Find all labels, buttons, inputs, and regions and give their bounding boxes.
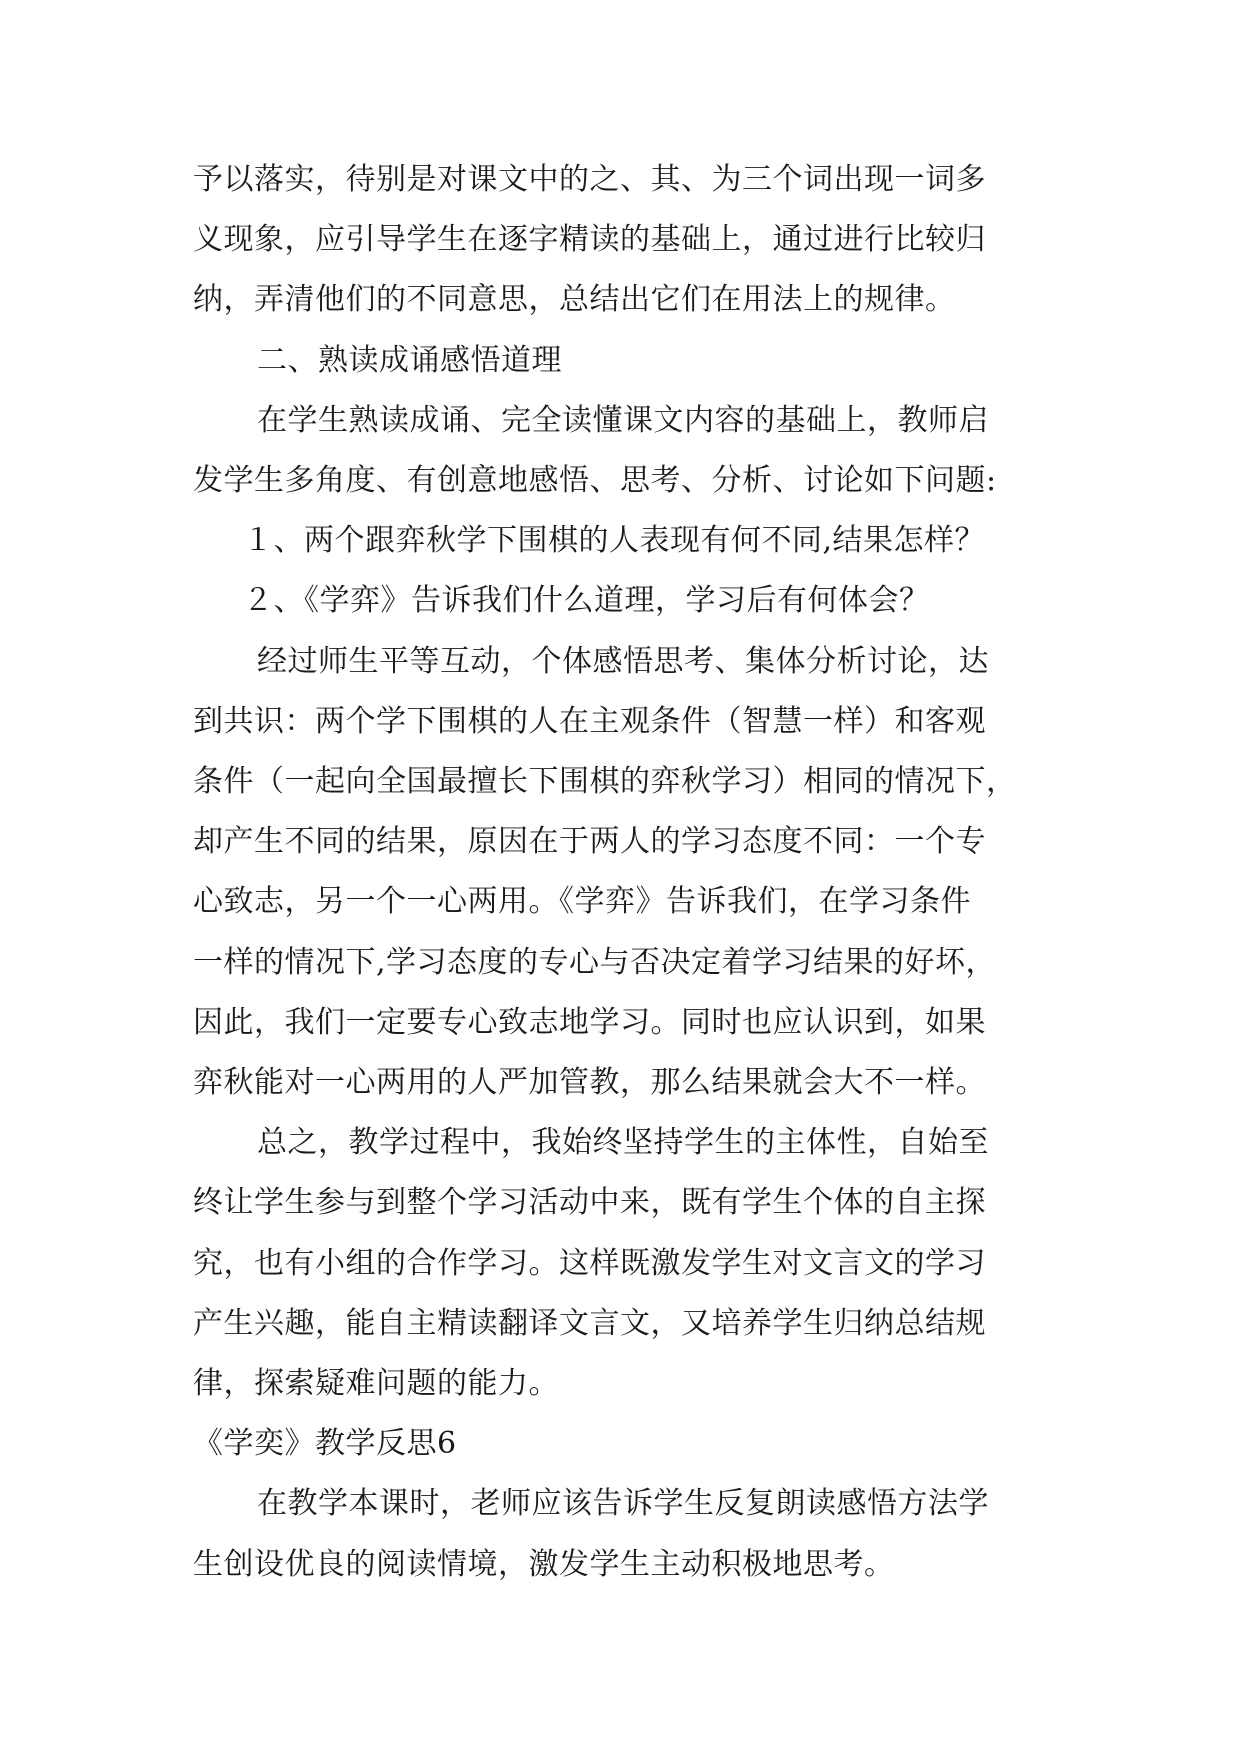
text-line: 却产生不同的结果，原因在于两人的学习态度不同：一个专 (193, 824, 986, 860)
text-line: 在教学本课时，老师应该告诉学生反复朗读感悟方法学 (257, 1486, 989, 1522)
document-body (193, 150, 1053, 1595)
text-line: 义现象，应引导学生在逐字精读的基础上，通过进行比较归 (193, 222, 986, 258)
text-line: 到共识：两个学下围棋的人在主观条件（智慧一样）和客观 (193, 703, 986, 739)
text-line: 因此，我们一定要专心致志地学习。同时也应认识到，如果 (193, 1004, 986, 1040)
section-heading-understanding: 二、熟读成诵感悟道理 (257, 342, 562, 378)
paragraph-implementation (193, 150, 1053, 331)
paragraph-teaching-method (193, 1474, 1053, 1594)
text-line: 在学生熟读成诵、完全读懂课文内容的基础上，教师启 (257, 402, 989, 438)
question-1 (193, 511, 1053, 571)
question-text: ２、《学弈》告诉我们什么道理，学习后有何体会？ (243, 583, 930, 619)
text-line: 终让学生参与到整个学习活动中来，既有学生个体的自主探 (193, 1185, 986, 1221)
text-line: 究，也有小组的合作学习。这样既激发学生对文言文的学习 (193, 1245, 986, 1281)
question-text: １、两个跟弈秋学下围棋的人表现有何不同,结果怎样？ (243, 523, 986, 559)
text-line: 心致志，另一个一心两用。《学弈》告诉我们，在学习条件 (193, 884, 971, 920)
text-line: 纳，弄清他们的不同意思，总结出它们在用法上的规律。 (193, 282, 956, 318)
text-line: 发学生多角度、有创意地感悟、思考、分析、讨论如下问题: (193, 463, 997, 499)
text-line: 生创设优良的阅读情境，激发学生主动积极地思考。 (193, 1546, 895, 1582)
text-line: 弈秋能对一心两用的人严加管教，那么结果就会大不一样。 (193, 1065, 986, 1101)
text-line: 律，探索疑难问题的能力。 (193, 1366, 559, 1402)
text-line: 经过师生平等互动，个体感悟思考、集体分析讨论，达 (257, 643, 989, 679)
paragraph-consensus (193, 632, 1053, 1114)
paragraph-summary (193, 1113, 1053, 1414)
text-line: 产生兴趣，能自主精读翻译文言文，又培养学生归纳总结规 (193, 1305, 986, 1341)
paragraph-discussion-intro (193, 391, 1053, 511)
question-2 (193, 571, 1053, 631)
section-title-reflection-6: 《学奕》教学反思6 (193, 1426, 457, 1462)
text-line: 一样的情况下,学习态度的专心与否决定着学习结果的好坏， (193, 944, 997, 980)
text-line: 总之，教学过程中，我始终坚持学生的主体性，自始至 (257, 1125, 989, 1161)
text-line: 予以落实，待别是对课文中的之、其、为三个词出现一词多 (193, 162, 986, 197)
text-line: 条件（一起向全国最擅长下围棋的弈秋学习）相同的情况下， (193, 764, 1017, 800)
